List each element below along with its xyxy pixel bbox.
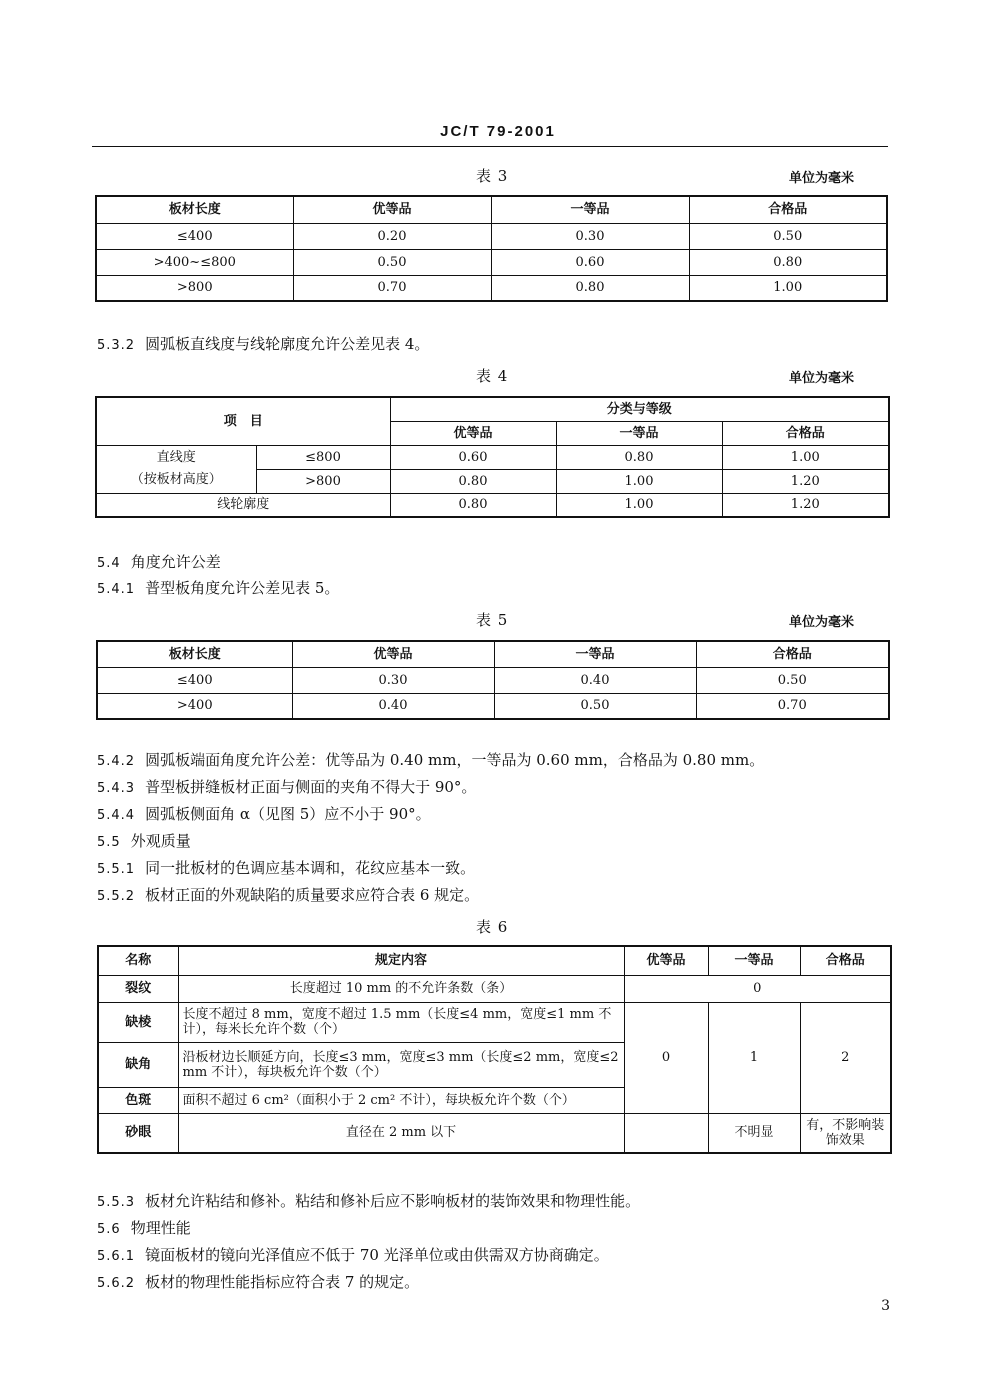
defect-spec-corner: 沿板材边长顺延方向，长度≤3 mm，宽度≤3 mm（长度≤2 mm，宽度≤2 mm 不计），每块板允许个数（个） — [178, 1042, 624, 1087]
table4-cell: 1.00 — [556, 469, 722, 493]
standard-code: JC/T 79-2001 — [440, 123, 556, 140]
table3-cell: 0.50 — [689, 223, 887, 249]
clause-text: 板材的物理性能指标应符合表 7 的规定。 — [145, 1273, 420, 1291]
table6-caption: 表 6 — [476, 918, 509, 936]
table4-item-header: 项 目 — [96, 397, 390, 445]
table-3 — [95, 195, 888, 302]
qualified-grade-value: 2 — [800, 1002, 891, 1113]
table-6 — [97, 945, 892, 1154]
table5-caption: 表 5 — [476, 611, 509, 629]
paragraph-5-3-2 — [97, 333, 429, 354]
defect-name-corner: 缺角 — [98, 1042, 178, 1087]
clause-text: 圆弧板侧面角 α（见图 5）应不小于 90°。 — [145, 805, 431, 823]
table3-header: 合格品 — [689, 196, 887, 223]
table4-unit: 单位为毫米 — [789, 371, 855, 386]
table3-header: 一等品 — [491, 196, 689, 223]
table4-cell: >800 — [256, 469, 390, 493]
table6-header: 合格品 — [800, 946, 891, 975]
table5-header: 板材长度 — [97, 641, 292, 667]
table5-cell: 0.50 — [494, 693, 696, 719]
clause-number: 5.6 — [97, 1222, 121, 1237]
table6-header: 规定内容 — [178, 946, 624, 975]
clause-text: 镜面板材的镜向光泽值应不低于 70 光泽单位或由供需双方协商确定。 — [145, 1246, 609, 1264]
defect-spec-crack: 长度超过 10 mm 的不允许条数（条） — [178, 975, 624, 1002]
clause-text: 普型板角度允许公差见表 5。 — [145, 579, 340, 597]
clause-text: 板材正面的外观缺陷的质量要求应符合表 6 规定。 — [145, 886, 480, 904]
table3-cell: 1.00 — [689, 275, 887, 301]
clause-number: 5.3.2 — [97, 338, 136, 353]
table6-header: 优等品 — [624, 946, 708, 975]
table5-header: 一等品 — [494, 641, 696, 667]
table4-cell: 1.20 — [722, 469, 889, 493]
table3-header: 优等品 — [293, 196, 491, 223]
defect-name-stain: 色斑 — [98, 1087, 178, 1113]
defect-spec-edge: 长度不超过 8 mm，宽度不超过 1.5 mm（长度≤4 mm，宽度≤1 mm 不计），每米长允许个数（个） — [178, 1002, 624, 1042]
straightness-note: （按板材高度） — [130, 472, 222, 487]
clause-text: 同一批板材的色调应基本调和，花纹应基本一致。 — [145, 859, 476, 877]
table4-cell: 1.00 — [556, 493, 722, 517]
clause-number: 5.5.3 — [97, 1195, 136, 1210]
paragraph-5-4 — [97, 551, 221, 572]
table3-cell: >400~≤800 — [96, 249, 293, 275]
paragraph-5-4-1 — [97, 577, 339, 598]
table4-grade-header: 合格品 — [722, 421, 889, 445]
table4-group-header: 分类与等级 — [390, 397, 889, 421]
clause-number: 5.6.1 — [97, 1249, 136, 1264]
table3-cell: ≤400 — [96, 223, 293, 249]
table4-grade-header: 优等品 — [390, 421, 556, 445]
table3-cell: 0.80 — [491, 275, 689, 301]
table-5 — [96, 640, 890, 720]
clause-text: 圆弧板端面角度允许公差：优等品为 0.40 mm，一等品为 0.60 mm，合格品为 0.80 mm。 — [145, 751, 765, 769]
paragraph-5-4-3 — [97, 776, 476, 797]
table5-cell: 0.50 — [696, 667, 889, 693]
straightness-title: 直线度 — [156, 450, 196, 465]
clause-number: 5.5 — [97, 835, 121, 850]
table-4 — [95, 396, 890, 518]
table4-cell: 0.80 — [390, 493, 556, 517]
table3-cell: 0.20 — [293, 223, 491, 249]
table3-cell: 0.70 — [293, 275, 491, 301]
page-number: 3 — [881, 1298, 890, 1314]
paragraph-5-4-2 — [97, 749, 764, 770]
table3-cell: 0.50 — [293, 249, 491, 275]
paragraph-5-6-2 — [97, 1271, 419, 1292]
first-grade-value: 1 — [708, 1002, 800, 1113]
table5-cell: 0.40 — [494, 667, 696, 693]
clause-number: 5.4.1 — [97, 582, 136, 597]
table5-cell: ≤400 — [97, 667, 292, 693]
table4-cell: 1.00 — [722, 445, 889, 469]
paragraph-5-4-4 — [97, 803, 431, 824]
table4-cell: 0.80 — [556, 445, 722, 469]
table4-cell: 0.60 — [390, 445, 556, 469]
table6-header: 一等品 — [708, 946, 800, 975]
clause-text: 普型板拼缝板材正面与侧面的夹角不得大于 90°。 — [145, 778, 477, 796]
clause-text: 外观质量 — [130, 832, 191, 850]
table4-cell: 0.80 — [390, 469, 556, 493]
defect-spec-stain: 面积不超过 6 cm²（面积小于 2 cm² 不计），每块板允许个数（个） — [178, 1087, 624, 1113]
table5-cell: 0.70 — [696, 693, 889, 719]
clause-number: 5.4 — [97, 556, 121, 571]
clause-number: 5.4.4 — [97, 808, 136, 823]
table3-header: 板材长度 — [96, 196, 293, 223]
table4-cell: ≤800 — [256, 445, 390, 469]
clause-number: 5.4.2 — [97, 754, 136, 769]
table3-cell: 0.30 — [491, 223, 689, 249]
table4-profile-label: 线轮廓度 — [96, 493, 390, 517]
clause-text: 圆弧板直线度与线轮廓度允许公差见表 4。 — [145, 335, 430, 353]
paragraph-5-6 — [97, 1217, 191, 1238]
defect-name-sand: 砂眼 — [98, 1113, 178, 1153]
paragraph-5-5-1 — [97, 857, 475, 878]
sand-first-grade: 不明显 — [708, 1113, 800, 1153]
paragraph-5-6-1 — [97, 1244, 609, 1265]
table4-grade-header: 一等品 — [556, 421, 722, 445]
sand-qualified-grade: 有，不影响装饰效果 — [800, 1113, 891, 1153]
crack-value: 0 — [624, 975, 891, 1002]
table3-unit: 单位为毫米 — [789, 171, 855, 186]
table5-header: 合格品 — [696, 641, 889, 667]
clause-text: 板材允许粘结和修补。粘结和修补后应不影响板材的装饰效果和物理性能。 — [145, 1192, 641, 1210]
table6-header: 名称 — [98, 946, 178, 975]
defect-spec-sand: 直径在 2 mm 以下 — [178, 1113, 624, 1153]
table3-cell: 0.60 — [491, 249, 689, 275]
table3-cell: 0.80 — [689, 249, 887, 275]
clause-text: 角度允许公差 — [130, 553, 221, 571]
clause-text: 物理性能 — [130, 1219, 191, 1237]
table5-header: 优等品 — [292, 641, 494, 667]
table3-caption: 表 3 — [476, 167, 509, 185]
sand-top-grade-empty — [624, 1113, 708, 1153]
table5-cell: 0.30 — [292, 667, 494, 693]
table3-cell: >800 — [96, 275, 293, 301]
paragraph-5-5-2 — [97, 884, 479, 905]
clause-number: 5.4.3 — [97, 781, 136, 796]
clause-number: 5.5.1 — [97, 862, 136, 877]
table4-straightness-label — [96, 445, 256, 493]
table5-cell: >400 — [97, 693, 292, 719]
table5-cell: 0.40 — [292, 693, 494, 719]
defect-name-crack: 裂纹 — [98, 975, 178, 1002]
table5-unit: 单位为毫米 — [789, 615, 855, 630]
paragraph-5-5 — [97, 830, 191, 851]
clause-number: 5.6.2 — [97, 1276, 136, 1291]
header-rule — [92, 146, 888, 147]
paragraph-5-5-3 — [97, 1190, 640, 1211]
top-grade-value: 0 — [624, 1002, 708, 1113]
clause-number: 5.5.2 — [97, 889, 136, 904]
table4-caption: 表 4 — [476, 367, 509, 385]
defect-name-edge: 缺棱 — [98, 1002, 178, 1042]
table4-cell: 1.20 — [722, 493, 889, 517]
